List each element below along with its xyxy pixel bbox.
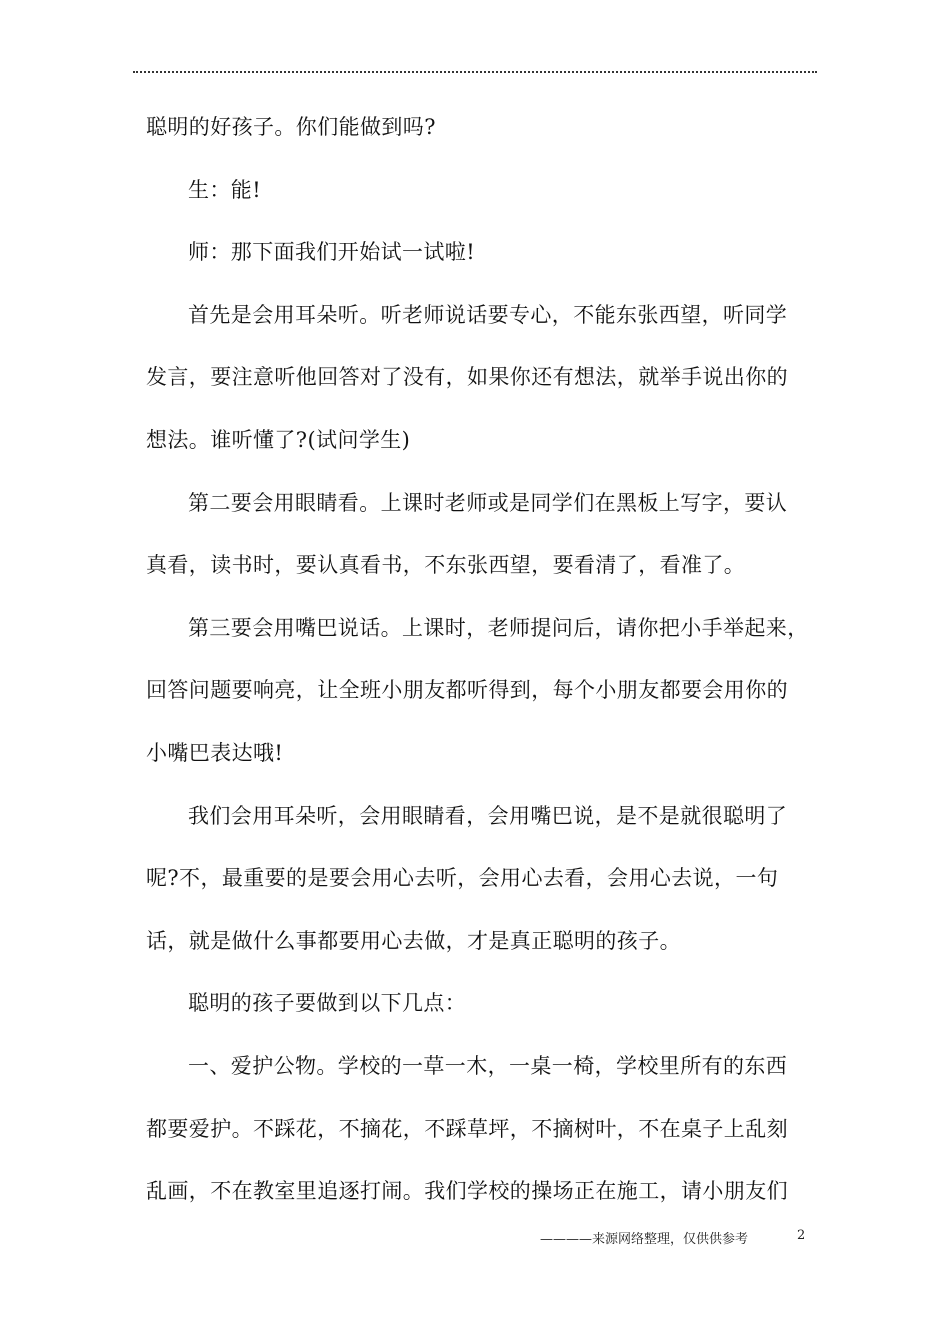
text-line: 第三要会用嘴巴说话。上课时，老师提问后，请你把小手举起来， [188,615,809,640]
text-line: 第二要会用眼睛看。上课时老师或是同学们在黑板上写字，要认 [188,490,788,515]
header-dotted-rule [133,71,817,73]
footer-source-note: ————来源网络整理，仅供供参考 [540,1232,749,1247]
text-line: 呢?不，最重要的是要会用心去听，会用心去看，会用心去说，一句 [146,866,779,891]
text-line: 发言，要注意听他回答对了没有，如果你还有想法，就举手说出你的 [146,365,788,390]
text-line: 首先是会用耳朵听。听老师说话要专心，不能东张西望，听同学 [188,302,788,327]
text-line: 想法。谁听懂了?(试问学生) [146,427,411,452]
text-line: 话，就是做什么事都要用心去做，才是真正聪明的孩子。 [146,928,681,953]
text-line: 小嘴巴表达哦! [146,740,284,765]
text-line: 真看，读书时，要认真看书，不东张西望，要看清了，看准了。 [146,553,746,578]
text-line: 聪明的好孩子。你们能做到吗? [146,115,436,139]
text-line: 师：那下面我们开始试一试啦! [188,240,476,265]
page-number: 2 [797,1228,806,1243]
text-line: 都要爱护。不踩花，不摘花，不踩草坪，不摘树叶，不在桌子上乱刻 [146,1116,788,1141]
text-line: 我们会用耳朵听，会用眼睛看，会用嘴巴说，是不是就很聪明了 [188,803,788,828]
text-line: 生：能! [188,177,262,202]
text-line: 聪明的孩子要做到以下几点： [188,991,467,1016]
text-line: 乱画，不在教室里追逐打闹。我们学校的操场正在施工，请小朋友们 [146,1179,788,1204]
text-line: 一、爱护公物。学校的一草一木，一桌一椅，学校里所有的东西 [188,1053,788,1078]
text-line: 回答问题要响亮，让全班小朋友都听得到，每个小朋友都要会用你的 [146,678,788,703]
document-body [146,102,818,1229]
